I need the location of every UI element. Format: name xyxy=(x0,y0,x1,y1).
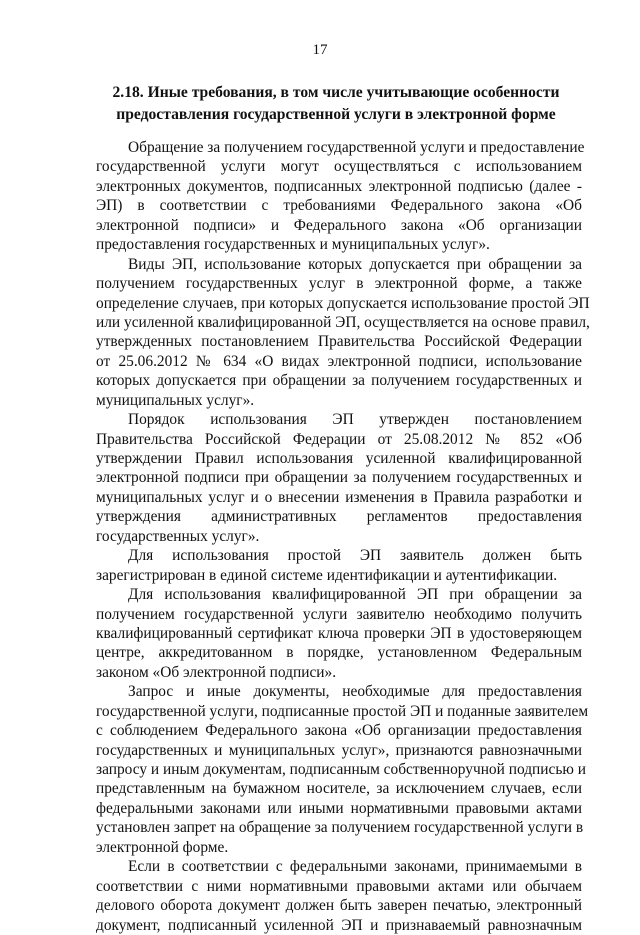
text-line: Виды ЭП, использование которых допускается при обращении за xyxy=(128,255,582,273)
text-line: Для использования квалифицированной ЭП при обращении за xyxy=(128,586,582,604)
text-line: утверждения административных регламентов предоставления xyxy=(96,508,582,526)
text-line: Если в соответствии с федеральными законами, принимаемыми в xyxy=(128,858,582,876)
paragraph xyxy=(96,138,585,255)
text-line: электронных документов, подписанных электронной подписью (далее - xyxy=(96,177,582,195)
text-line: муниципальных услуг и о внесении изменения в Правила разработки и xyxy=(96,488,582,506)
text-line: получением государственных услуг в электронной форме, а также xyxy=(96,275,582,293)
text-line: государственной услуги могут осуществляться с использованием xyxy=(96,158,582,176)
text-line: получением государственной услуги заявителю необходимо получить xyxy=(96,605,582,623)
paragraph xyxy=(96,410,582,546)
document-body xyxy=(96,138,590,935)
text-line: которых допускается при обращении за получением государственных и xyxy=(96,372,582,390)
text-line: соответствии с ними нормативными правовыми актами или обычаем xyxy=(96,877,582,895)
section-heading-line: предоставления государственной услуги в электронной форме xyxy=(116,106,556,123)
paragraph xyxy=(96,857,582,935)
paragraph xyxy=(96,546,582,585)
text-line: зарегистрирован в единой системе идентификации и аутентификации. xyxy=(96,566,558,584)
text-line: от 25.06.2012 № 634 «О видах электронной подписи, использование xyxy=(96,352,582,370)
paragraph xyxy=(96,585,582,682)
paragraph xyxy=(96,682,589,857)
text-line: утвержденных постановлением Правительства Российской Федерации xyxy=(96,333,582,351)
text-line: с соблюдением Федерального закона «Об организации предоставления xyxy=(96,722,582,740)
text-line: Запрос и иные документы, необходимые для предоставления xyxy=(128,683,582,701)
text-line: утверждении Правил использования усиленной квалифицированной xyxy=(96,450,582,467)
text-line: предоставления государственных и муниципальных услуг». xyxy=(96,236,490,254)
section-heading xyxy=(96,82,576,126)
text-line: центре, аккредитованном в порядке, установленном Федеральным xyxy=(96,644,582,662)
text-line: делового оборота документ должен быть заверен печатью, электронный xyxy=(96,897,582,915)
text-line: государственных услуг». xyxy=(96,527,260,545)
text-line: представленным на бумажном носителе, за исключением случаев, если xyxy=(96,780,582,798)
section-heading-line: 2.18. Иные требования, в том числе учитывающие особенности xyxy=(112,84,560,101)
text-line: электронной форме. xyxy=(96,838,229,856)
text-line: определение случаев, при которых допускается использование простой ЭП xyxy=(96,294,590,312)
text-line: электронной подписи при обращении за получением государственных и xyxy=(96,469,582,487)
page-number: 17 xyxy=(312,42,328,58)
text-line: ЭП) в соответствии с требованиями Федерального закона «Об xyxy=(96,197,582,215)
text-line: Обращение за получением государственной услуги и предоставление xyxy=(128,139,585,156)
text-line: Правительства Российской Федерации от 25.08.2012 № 852 «Об xyxy=(96,430,582,448)
text-line: государственной услуги, подписанные простой ЭП и поданные заявителем xyxy=(96,702,589,720)
text-line: Для использования простой ЭП заявитель должен быть xyxy=(128,547,582,565)
text-line: квалифицированный сертификат ключа проверки ЭП в удостоверяющем xyxy=(96,624,582,642)
text-line: запросу и иным документам, подписанным собственноручной подписью и xyxy=(96,761,586,778)
text-line: законом «Об электронной подписи». xyxy=(96,663,337,681)
text-line: электронной подписи» и Федерального закона «Об организации xyxy=(96,216,582,234)
text-line: муниципальных услуг». xyxy=(96,391,255,409)
text-line: государственных и муниципальных услуг», признаются равнозначными xyxy=(96,741,582,759)
text-line: документ, подписанный усиленной ЭП и признаваемый равнозначным xyxy=(96,916,582,934)
text-line: Порядок использования ЭП утвержден постановлением xyxy=(128,411,582,429)
paragraph xyxy=(96,255,590,411)
text-line: федеральными законами или иными нормативными правовыми актами xyxy=(96,799,582,817)
text-line: установлен запрет на обращение за получением государственной услуги в xyxy=(96,819,584,837)
text-line: или усиленной квалифицированной ЭП, осуществляется на основе правил, xyxy=(96,313,590,331)
